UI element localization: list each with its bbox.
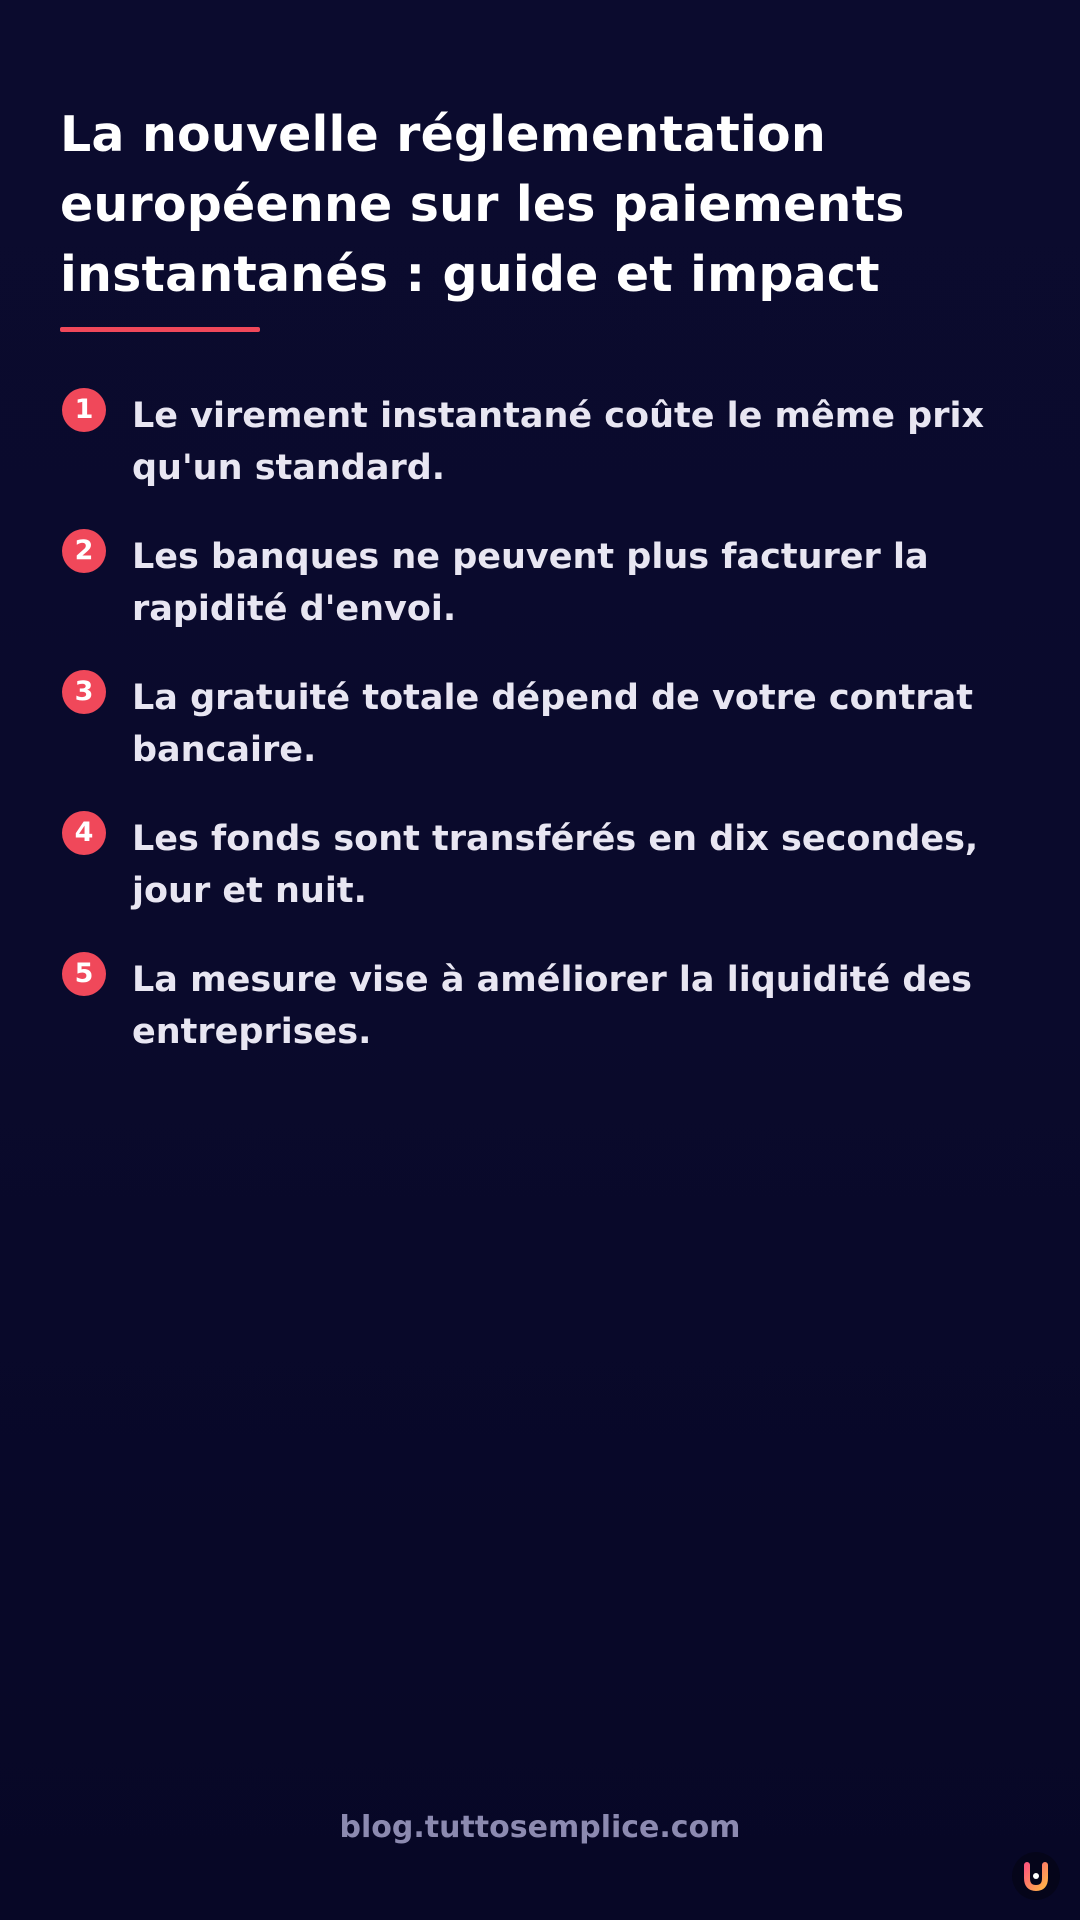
list-item [60,388,1020,529]
list-item-text: Le virement instantané coûte le même prix qu'un standard. [132,396,985,488]
list-item [60,952,1020,1093]
number-badge: 2 [62,529,106,573]
list-item-text: Les banques ne peuvent plus facturer la rapidité d'envoi. [132,537,929,629]
list-item-text: Les fonds sont transférés en dix secondes, jour et nuit. [132,819,979,911]
list-item-text: La gratuité totale dépend de votre contrat bancaire. [132,678,973,770]
key-points-list [60,388,1020,1093]
title-underline [60,327,260,332]
list-item [60,529,1020,670]
number-badge: 1 [62,388,106,432]
page-title: La nouvelle réglementation européenne sur les paiements instantanés : guide et impact [60,106,905,303]
number-badge: 3 [62,670,106,714]
number-badge: 4 [62,811,106,855]
list-item [60,811,1020,952]
list-item-text: La mesure vise à améliorer la liquidité des entreprises. [132,960,973,1052]
number-badge: 5 [62,952,106,996]
u-logo-icon [1012,1852,1060,1900]
list-item [60,670,1020,811]
footer-site-url[interactable]: blog.tuttosemplice.com [339,1810,741,1845]
